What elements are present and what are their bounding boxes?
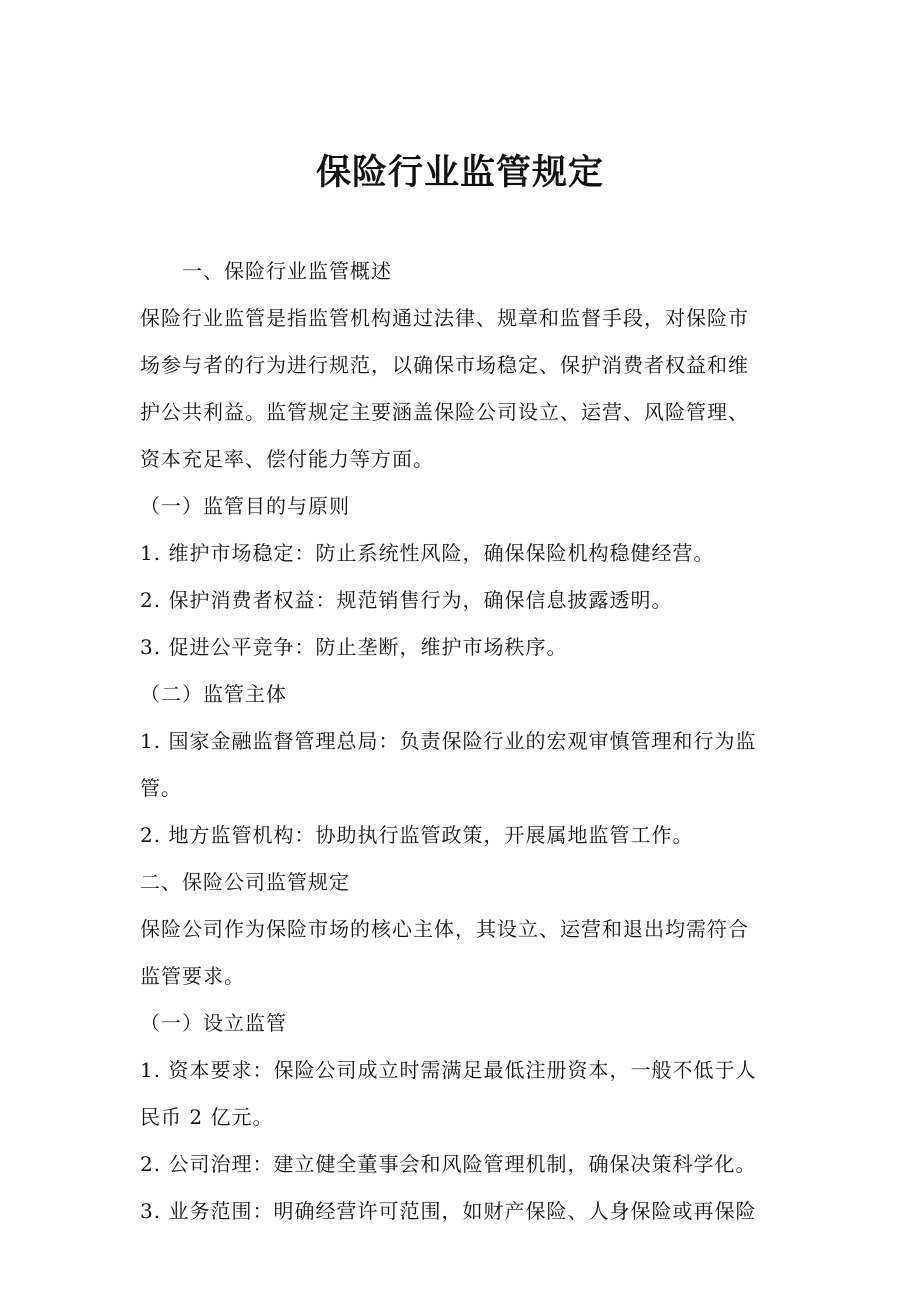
paragraph-line: 场参与者的行为进行规范，以确保市场稳定、保护消费者权益和维 — [140, 353, 749, 377]
list-item: 3. 业务范围：明确经营许可范围，如财产保险、人身保险或再保险 — [140, 1199, 757, 1223]
paragraph-line: 保险行业监管是指监管机构通过法律、规章和监督手段，对保险市 — [140, 306, 749, 330]
list-item-continuation: 民币 2 亿元。 — [140, 1105, 274, 1129]
section-heading-1: 一、保险行业监管概述 — [182, 259, 392, 283]
list-item: 1. 资本要求：保险公司成立时需满足最低注册资本，一般不低于人 — [140, 1058, 757, 1082]
list-item-continuation: 管。 — [140, 776, 182, 800]
document-body — [140, 248, 785, 1235]
list-item: 3. 促进公平竞争：防止垄断，维护市场秩序。 — [140, 635, 568, 659]
subsection-heading: （一）设立监管 — [140, 1011, 287, 1035]
paragraph-line: 保险公司作为保险市场的核心主体，其设立、运营和退出均需符合 — [140, 917, 749, 941]
list-item: 1. 国家金融监督管理总局：负责保险行业的宏观审慎管理和行为监 — [140, 729, 757, 753]
paragraph-line: 护公共利益。监管规定主要涵盖保险公司设立、运营、风险管理、 — [140, 400, 749, 424]
paragraph-line: 资本充足率、偿付能力等方面。 — [140, 447, 434, 471]
document-title: 保险行业监管规定 — [315, 153, 604, 193]
list-item: 2. 地方监管机构：协助执行监管政策，开展属地监管工作。 — [140, 823, 694, 847]
subsection-heading: （一）监管目的与原则 — [140, 494, 350, 518]
list-item: 1. 维护市场稳定：防止系统性风险，确保保险机构稳健经营。 — [140, 541, 715, 565]
subsection-heading: （二）监管主体 — [140, 682, 287, 706]
list-item: 2. 保护消费者权益：规范销售行为，确保信息披露透明。 — [140, 588, 673, 612]
section-heading-2: 二、保险公司监管规定 — [140, 870, 350, 894]
list-item: 2. 公司治理：建立健全董事会和风险管理机制，确保决策科学化。 — [140, 1152, 757, 1176]
paragraph-line: 监管要求。 — [140, 964, 245, 988]
